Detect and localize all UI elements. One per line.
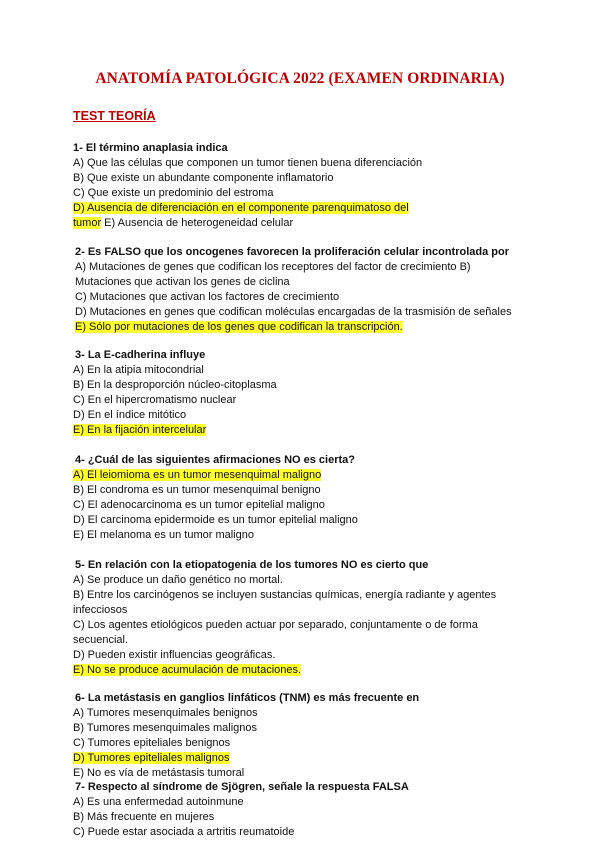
- question-2: [75, 245, 525, 335]
- question-4-option-b: B) El condroma es un tumor mesenquimal benigno: [73, 484, 321, 496]
- section-heading: TEST TEORÍA: [73, 109, 156, 123]
- question-2-option-a: A) Mutaciones de genes que codifican los receptores del factor de crecimiento B) Mutaciones que activan los genes de ciclina: [75, 261, 471, 288]
- question-6-option-d: D) Tumores epiteliales malignos: [73, 752, 230, 764]
- question-6: [73, 691, 533, 781]
- question-7-option-a: A) Es una enfermedad autoinmune: [73, 796, 244, 808]
- question-6-option-b: B) Tumores mesenquimales malignos: [73, 722, 258, 734]
- question-3-option-c: C) En el hipercromatismo nuclear: [73, 394, 237, 406]
- question-5-option-d: D) Pueden existir influencias geográficas.: [73, 649, 276, 661]
- question-2-option-c: C) Mutaciones que activan los factores de crecimiento: [75, 291, 340, 303]
- question-3-option-a: A) En la atipia mitocondrial: [73, 364, 204, 376]
- question-1-title: 1- El término anaplasia indica: [73, 142, 228, 154]
- question-1-option-d-line2: tumor: [73, 217, 102, 229]
- question-6-option-a: A) Tumores mesenquimales benignos: [73, 707, 258, 719]
- question-6-title: 6- La metástasis en ganglios linfáticos (TNM) es más frecuente en: [75, 692, 420, 704]
- question-7-option-c: C) Puede estar asociada a artritis reumatoide: [73, 826, 295, 838]
- question-4: [73, 453, 533, 543]
- question-4-option-c: C) El adenocarcinoma es un tumor epitelial maligno: [73, 499, 325, 511]
- question-6-option-e: E) No es vía de metástasis tumoral: [73, 767, 245, 779]
- question-7-title: 7- Respecto al síndrome de Sjögren, señale la respuesta FALSA: [75, 781, 409, 793]
- question-5: [73, 558, 513, 678]
- question-3-option-b: B) En la desproporción núcleo-citoplasma: [73, 379, 277, 391]
- question-5-option-b: B) Entre los carcinógenos se incluyen sustancias químicas, energía radiante y agentes infecciosos: [73, 589, 497, 616]
- question-7-option-b: B) Más frecuente en mujeres: [73, 811, 215, 823]
- question-5-option-c: C) Los agentes etiológicos pueden actuar por separado, conjuntamente o de forma secuencial.: [73, 619, 478, 646]
- question-2-option-e: E) Sólo por mutaciones de los genes que codifican la transcripción.: [75, 321, 403, 333]
- question-6-option-c: C) Tumores epiteliales benignos: [73, 737, 231, 749]
- question-3-title: 3- La E-cadherina influye: [75, 349, 206, 361]
- question-3: [73, 348, 533, 438]
- question-4-option-d: D) El carcinoma epidermoide es un tumor epitelial maligno: [73, 514, 358, 526]
- question-4-option-e: E) El melanoma es un tumor maligno: [73, 529, 254, 541]
- question-3-option-d: D) En el índice mitótico: [73, 409, 187, 421]
- question-5-title: 5- En relación con la etiopatogenia de los tumores NO es cierto que: [75, 559, 429, 571]
- question-5-option-a: A) Se produce un daño genético no mortal.: [73, 574, 283, 586]
- question-2-option-d: D) Mutaciones en genes que codifican moléculas encargadas de la trasmisión de señales: [75, 306, 512, 318]
- question-2-title: 2- Es FALSO que los oncogenes favorecen la proliferación celular incontrolada por: [75, 246, 509, 258]
- document-title: ANATOMÍA PATOLÓGICA 2022 (EXAMEN ORDINARIA): [95, 70, 505, 87]
- question-1: [73, 141, 533, 231]
- question-4-title: 4- ¿Cuál de las siguientes afirmaciones NO es cierta?: [75, 454, 355, 466]
- question-1-option-a: A) Que las células que componen un tumor tienen buena diferenciación: [73, 157, 423, 169]
- question-1-option-c: C) Que existe un predominio del estroma: [73, 187, 274, 199]
- question-3-option-e: E) En la fijación intercelular: [73, 424, 207, 436]
- question-1-option-e: E) Ausencia de heterogeneidad celular: [101, 217, 294, 229]
- question-1-option-d-line1: D) Ausencia de diferenciación en el componente parenquimatoso del: [73, 202, 409, 214]
- question-1-option-b: B) Que existe un abundante componente inflamatorio: [73, 172, 334, 184]
- question-4-option-a: A) El leiomioma es un tumor mesenquimal maligno: [73, 469, 322, 481]
- question-5-option-e: E) No se produce acumulación de mutaciones.: [73, 664, 302, 676]
- question-7: [73, 780, 533, 840]
